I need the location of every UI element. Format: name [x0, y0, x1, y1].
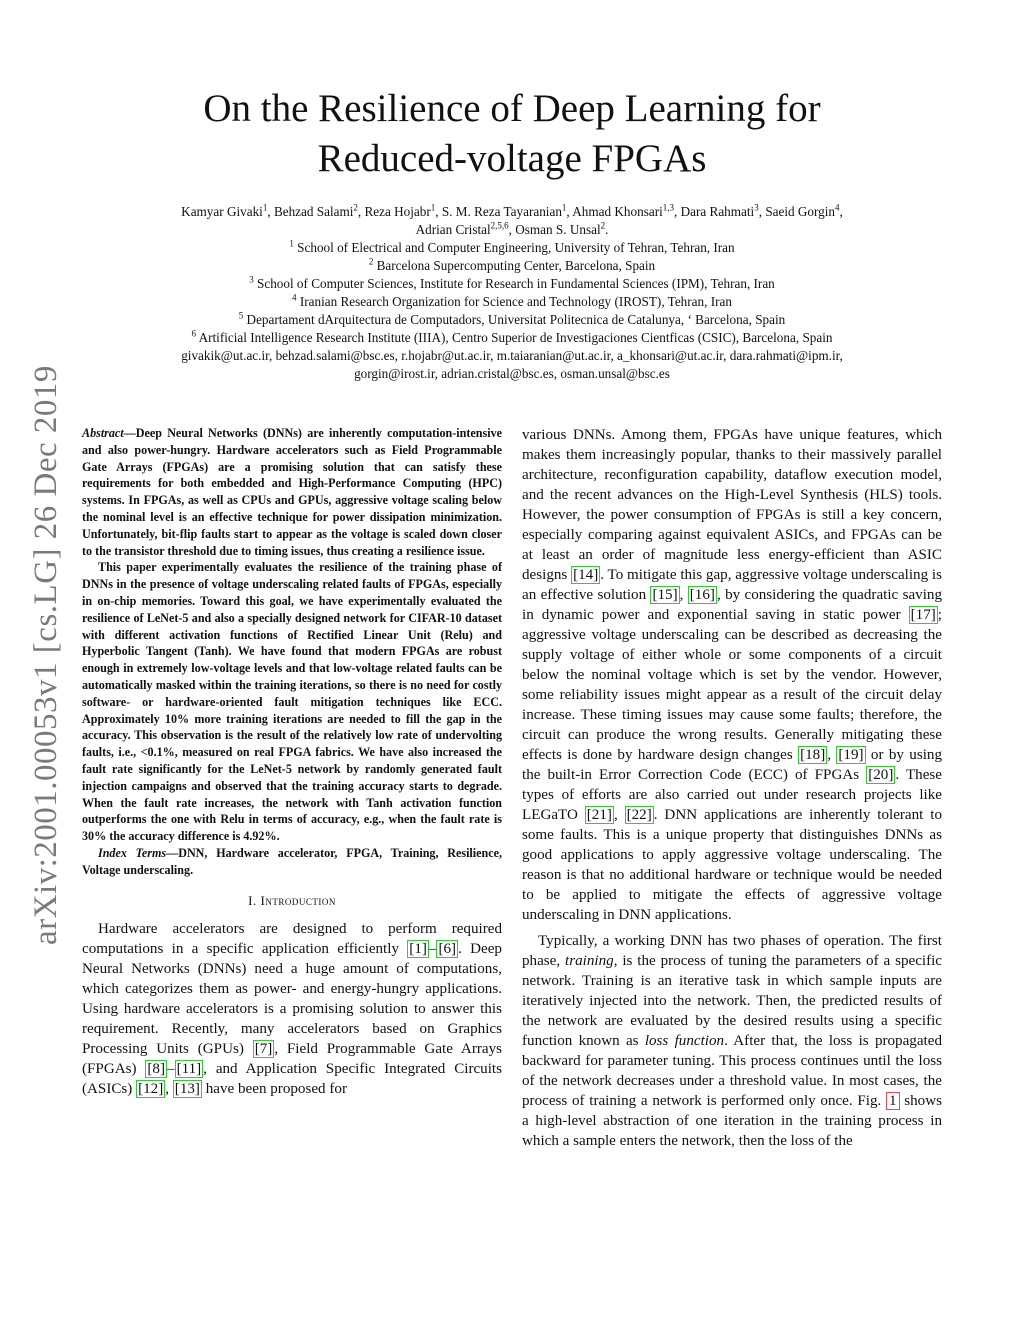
affil-sup: 2,5,6: [490, 220, 509, 231]
body-text: –: [428, 940, 437, 957]
author-name: , Behzad Salami: [267, 204, 354, 219]
affil-sup: 3: [754, 202, 759, 213]
author-name: Adrian Cristal: [415, 222, 491, 237]
body-text: . Deep Neural Networks (DNNs) need a huge amount of computations, which categorizes them as power- and energy-hungry applications. Using hardware accelerators is a promising solution to answer this requirement. Recently, many accelerators based on Graphics Processing Units (GPUs): [82, 940, 502, 1057]
body-text: ,: [679, 587, 688, 603]
body-text: ,: [613, 807, 625, 823]
affil-num: 4: [292, 292, 297, 303]
citation-link[interactable]: [18]: [800, 747, 826, 763]
affil-text: School of Computer Sciences, Institute for Research in Fundamental Sciences (IPM), Tehran, Iran: [253, 276, 775, 291]
section-heading-introduction: [82, 893, 502, 909]
citation-link[interactable]: [15]: [652, 587, 678, 603]
affil-text: School of Electrical and Computer Engineering, University of Tehran, Tehran, Iran: [293, 240, 735, 255]
index-terms-label: Index Terms: [98, 845, 167, 860]
affil-sup: 1,3: [662, 202, 675, 213]
author-block: [100, 203, 924, 383]
figure-link[interactable]: 1: [886, 1092, 900, 1110]
body-text: Hardware accelerators are designed to perform required computations in a specific application efficiently: [82, 920, 502, 957]
arxiv-identifier: arXiv:2001.00053v1 [cs.LG] 26 Dec 2019: [28, 365, 64, 945]
affil-num: 6: [191, 328, 197, 339]
affil-sup: 4: [835, 202, 840, 213]
affil-sup: 1: [430, 202, 436, 213]
body-text: shows a high-level abstraction of one iteration in the training process in which a sample enters the network, then the loss of the: [522, 1093, 942, 1149]
body-text: –: [167, 1060, 175, 1077]
citation-link[interactable]: [1]: [409, 940, 427, 957]
body-text: . DNN applications are inherently tolerant to some faults. This is a unique property that distinguishes DNNs as good applications to apply aggressive voltage underscaling. The reason is that no additional hardware or technique would be needed to be applied to mitigate the effects of aggressive voltage underscaling in DNN applications.: [522, 807, 942, 923]
left-column: [82, 425, 502, 1099]
abstract-text: —Deep Neural Networks (DNNs) are inherently computation-intensive and also power-hungry. Hardware accelerators such as Field Programmable Gate Arrays (FPGAs) are a promising solution that can satisfy these requirements for both embedded and High-Performance Computing (HPC) systems. In FPGAs, as well as CPUs and GPUs, aggressive voltage scaling below the nominal level is an effective technique for power dissipation minimization. Unfortunately, bit-flip faults start to appear as the voltage is scaled down closer to the transistor threshold due to timing issues, thus creating a resilience issue.: [82, 426, 502, 558]
intro-paragraph-3: [522, 931, 942, 1151]
affil-sup: 1: [561, 202, 567, 213]
affil-num: 5: [238, 310, 244, 321]
body-text: , Field Programmable Gate Arrays (FPGAs): [82, 1040, 502, 1077]
citation-link[interactable]: [11]: [176, 1060, 202, 1077]
section-number: I.: [248, 892, 261, 908]
body-text: . To mitigate this gap, aggressive voltage underscaling is an effective solution: [522, 567, 942, 603]
body-text: . After that, the loss is propagated backward for parameter tuning. This process continues until the loss of the network decreases under a threshold value. In most cases, the process of training a network is performed only once. Fig.: [522, 1033, 942, 1109]
author-name: Kamyar Givaki: [181, 204, 263, 219]
emphasis-text: loss function: [644, 1033, 725, 1049]
affil-text: Barcelona Supercomputing Center, Barcelona, Spain: [373, 258, 656, 273]
title-line-1: On the Resilience of Deep Learning for: [203, 87, 821, 130]
citation-link[interactable]: [22]: [626, 807, 652, 823]
author-list: [100, 203, 924, 221]
affiliation-1: [100, 239, 924, 257]
abstract-label: Abstract: [82, 426, 124, 440]
author-name: , Osman S. Unsal: [508, 222, 601, 237]
body-text: or by using the built-in Error Correction Code (ECC) of FPGAs: [522, 747, 943, 783]
email-list-cont: gorgin@irost.ir, adrian.cristal@bsc.es, osman.unsal@bsc.es: [354, 366, 670, 381]
affil-num: 3: [249, 274, 254, 285]
author-name: , Saeid Gorgin: [758, 204, 836, 219]
affiliation-4: [100, 293, 924, 311]
body-text: various DNNs. Among them, FPGAs have unique features, which makes them increasingly popular, thanks to their massively parallel architecture, reconfiguration capability, dataflow execution model, and the recent advances on the High-Level Synthesis (HLS) tools. However, the power consumption of FPGAs is still a key concern, especially comparing against equivalent ASICs, and FPGAs can be at least an order of magnitude less energy-efficient than ASIC designs: [522, 427, 942, 583]
citation-link[interactable]: [16]: [689, 587, 715, 603]
abstract-paragraph-2: This paper experimentally evaluates the resilience of the training phase of DNNs in the presence of voltage underscaling related faults of FPGAs, especially in on-chip memories. Toward this goal, we have experimentally evaluated the resilience of LeNet-5 and also a specially designed network for CIFAR-10 dataset with different activation functions of Rectified Linear Unit (Relu) and Hyperbolic Tangent (Tanh). We have found that modern FPGAs are robust enough in extremely low-voltage levels and that low-voltage related faults can be automatically masked within the training iterations, so there is no need for costly software- or hardware-oriented fault mitigation techniques like ECC. Approximately 10% more training iterations are needed to fill the gap in the accuracy. This observation is the result of the relatively low rate of undervolting faults, i.e., <0.1%, measured on real FPGA fabrics. We have also increased the fault rate significantly for the LeNet-5 network by randomly generated fault injection campaigns and observed that the training accuracy starts to degrade. When the fault rate increases, the network with Tanh activation function outperforms the one with Relu in terms of accuracy, e.g., when the fault rate is 30% the accuracy difference is 4.92%.: [82, 560, 502, 844]
affil-text: Iranian Research Organization for Science and Technology (IROST), Tehran, Iran: [296, 294, 732, 309]
body-text: Typically, a working DNN has two phases of operation. The first phase,: [522, 933, 942, 969]
citation-link[interactable]: [8]: [147, 1060, 166, 1077]
affil-text: Artificial Intelligence Research Institute (IIIA), Centro Superior de Investigaciones Cientficas (CSIC), Barcelona, Spain: [196, 330, 833, 345]
affiliation-6: [100, 329, 924, 347]
citation-link[interactable]: [20]: [868, 767, 894, 783]
citation-link[interactable]: [12]: [138, 1080, 164, 1097]
punctuation: .: [605, 222, 609, 237]
body-text: . These types of efforts are also carried out under research projects like LEGaTO: [522, 767, 942, 823]
citation-link[interactable]: [7]: [254, 1040, 273, 1057]
body-text: ,: [827, 747, 837, 763]
citation-link[interactable]: [17]: [910, 607, 936, 623]
affil-sup: 1: [262, 202, 268, 213]
intro-paragraph-1: [82, 919, 502, 1099]
title-line-2: Reduced-voltage FPGAs: [317, 137, 707, 180]
right-column: [522, 425, 942, 1151]
body-text: ; aggressive voltage underscaling can be described as decreasing the supply voltage of either whole or some components of a circuit below the nominal voltage which is set by the vendor. However, some reliability issues might appear as a result of the circuit delay increase. These timing issues may cause some faults; therefore, the circuit can produce the wrong results. Generally mitigating these effects is done by hardware design changes: [522, 607, 942, 763]
affil-text: Departament dArquitectura de Computadors, Universitat Politecnica de Catalunya, ‘ Barcelona, Spain: [243, 312, 786, 327]
body-text: , is the process of tuning the parameters of a specific network. Training is an iterative task in which sample inputs are iteratively injected into the network. Then, the predicted results of the network are evaluated by the desired results using a specific function known as: [522, 953, 943, 1049]
body-text: ,: [165, 1080, 173, 1097]
index-terms: [82, 845, 502, 879]
intro-paragraph-2: [522, 425, 942, 925]
body-text: have been proposed for: [201, 1080, 347, 1097]
paper-title: [80, 84, 944, 184]
affiliation-3: [100, 275, 924, 293]
punctuation: ,: [839, 204, 843, 219]
author-name: , S. M. Reza Tayaranian: [435, 204, 562, 219]
body-text: , and Application Specific Integrated Circuits (ASICs): [82, 1060, 502, 1097]
affiliation-2: [100, 257, 924, 275]
emphasis-text: training: [565, 953, 614, 969]
affil-num: 1: [289, 238, 294, 249]
abstract-paragraph-1: [82, 425, 502, 559]
affil-sup: 2: [600, 220, 606, 231]
author-name: , Dara Rahmati: [674, 204, 755, 219]
section-title: Introduction: [260, 892, 336, 908]
email-list: givakik@ut.ac.ir, behzad.salami@bsc.es, r.hojabr@ut.ac.ir, m.taiaranian@ut.ac.ir, a_khonsari@ut.ac.ir, dara.rahmati@ipm.ir,: [181, 348, 843, 363]
citation-link[interactable]: [19]: [838, 747, 864, 763]
affiliation-5: [100, 311, 924, 329]
author-name: , Ahmad Khonsari: [566, 204, 663, 219]
author-name: , Reza Hojabr: [357, 204, 431, 219]
citation-link[interactable]: [21]: [586, 807, 612, 823]
citation-link[interactable]: [6]: [438, 940, 457, 957]
affil-sup: 2: [353, 202, 358, 213]
body-text: , by considering the quadratic saving in dynamic power and exponential saving in static power: [522, 587, 943, 623]
index-terms-text: —DNN, Hardware accelerator, FPGA, Training, Resilience, Voltage underscaling.: [82, 845, 502, 877]
citation-link[interactable]: [13]: [174, 1080, 200, 1097]
affil-num: 2: [368, 256, 374, 267]
author-list-cont: [100, 221, 924, 239]
citation-link[interactable]: [14]: [573, 567, 599, 583]
